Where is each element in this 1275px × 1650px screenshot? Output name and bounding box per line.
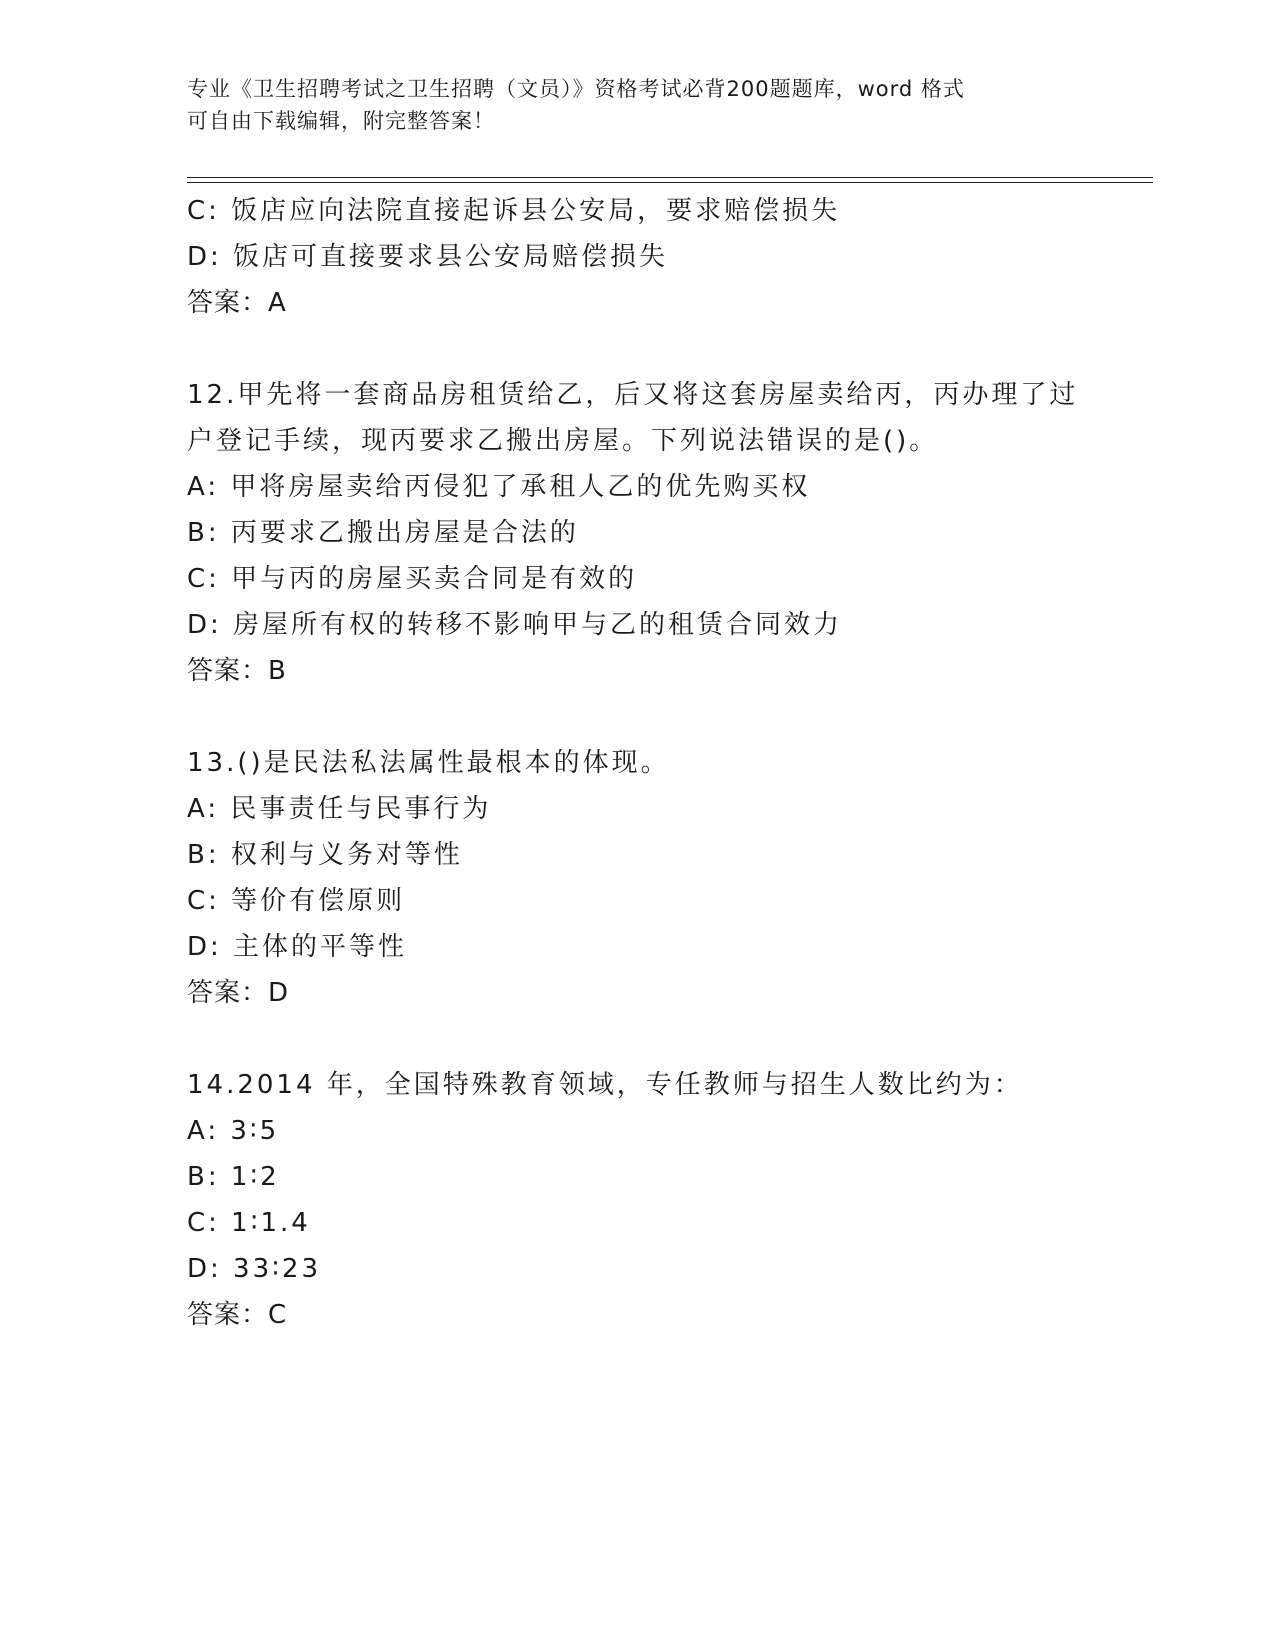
option-b: B: 1∶2 xyxy=(187,1162,280,1192)
option-c: C: 1∶1.4 xyxy=(187,1208,311,1238)
option-d: D: 饭店可直接要求县公安局赔偿损失 xyxy=(187,242,669,272)
header-line-2: 可自由下载编辑，附完整答案！ xyxy=(187,109,495,133)
option-b: B: 丙要求乙搬出房屋是合法的 xyxy=(187,518,579,548)
document-header xyxy=(187,73,1087,137)
answer: 答案：B xyxy=(187,656,287,686)
answer: 答案：A xyxy=(187,288,287,318)
question-stem: 13.()是民法私法属性最根本的体现。 xyxy=(187,748,670,778)
option-d: D: 房屋所有权的转移不影响甲与乙的租赁合同效力 xyxy=(187,610,843,640)
answer: 答案：D xyxy=(187,978,290,1008)
option-b: B: 权利与义务对等性 xyxy=(187,840,463,870)
question-13 xyxy=(187,740,1147,1016)
option-a: A: 甲将房屋卖给丙侵犯了承租人乙的优先购买权 xyxy=(187,472,811,502)
question-stem: 12.甲先将一套商品房租赁给乙，后又将这套房屋卖给丙，丙办理了过 xyxy=(187,380,1079,410)
question-14 xyxy=(187,1062,1147,1338)
option-d: D: 主体的平等性 xyxy=(187,932,408,962)
header-rule-top xyxy=(187,177,1153,178)
option-c: C: 甲与丙的房屋买卖合同是有效的 xyxy=(187,564,638,594)
question-12 xyxy=(187,372,1147,694)
option-c: C: 饭店应向法院直接起诉县公安局，要求赔偿损失 xyxy=(187,196,841,226)
option-d: D: 33∶23 xyxy=(187,1254,321,1284)
question-stem-continued: 户登记手续，现丙要求乙搬出房屋。下列说法错误的是()。 xyxy=(187,426,939,456)
question-11-tail xyxy=(187,188,1147,326)
option-a: A: 3∶5 xyxy=(187,1116,280,1146)
header-line-1: 专业《卫生招聘考试之卫生招聘（文员）》资格考试必背200题题库，word 格式 xyxy=(187,77,965,101)
question-stem: 14.2014 年，全国特殊教育领域，专任教师与招生人数比约为： xyxy=(187,1070,1023,1100)
question-list xyxy=(187,188,1147,1338)
header-rule-bottom xyxy=(187,182,1153,183)
option-a: A: 民事责任与民事行为 xyxy=(187,794,492,824)
answer: 答案：C xyxy=(187,1300,288,1330)
option-c: C: 等价有偿原则 xyxy=(187,886,406,916)
